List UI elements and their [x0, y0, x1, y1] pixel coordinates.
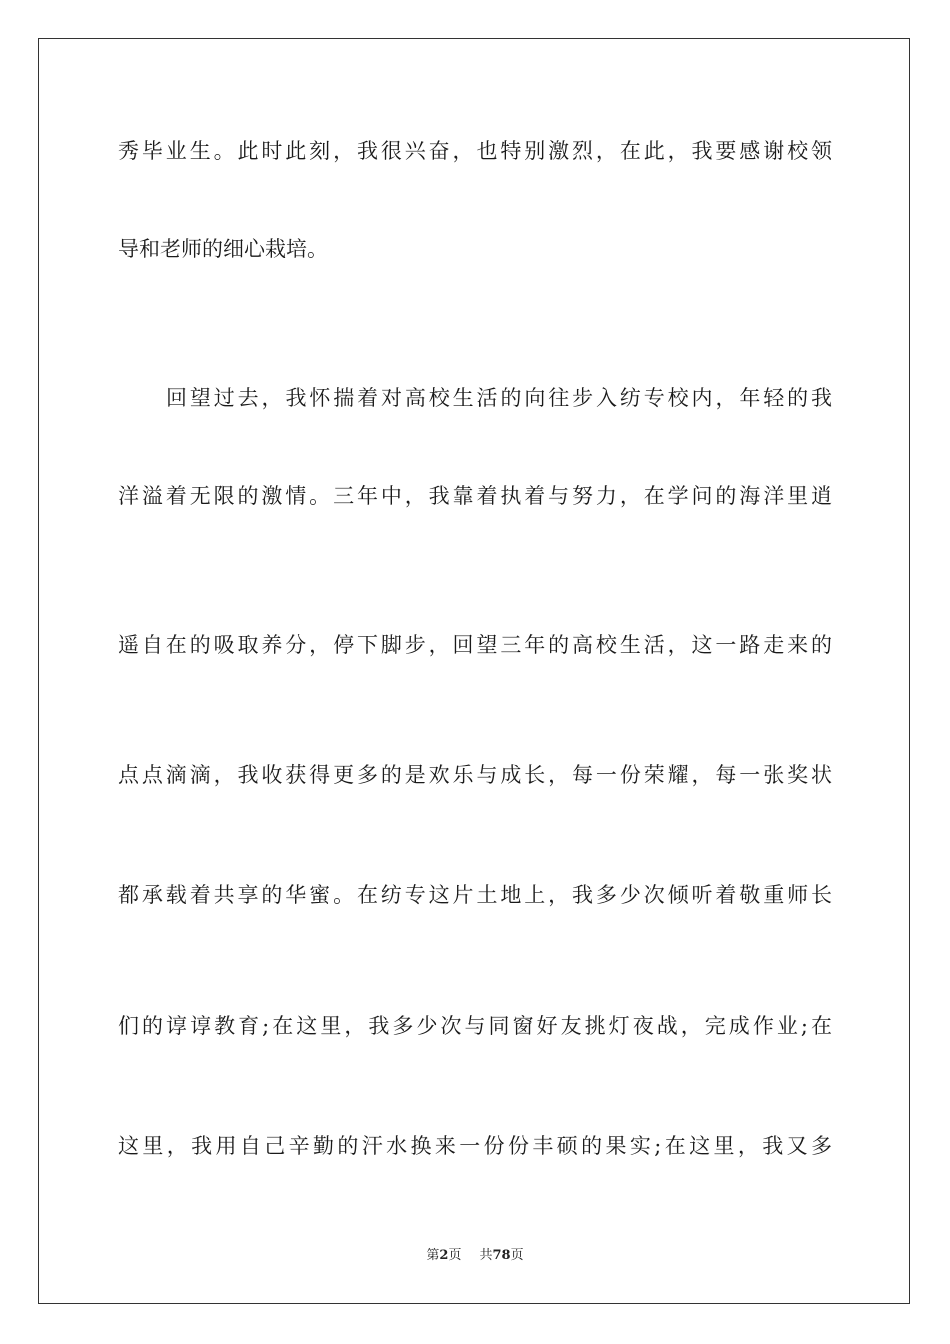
footer-page-prefix: 第 — [426, 1248, 440, 1263]
page-border — [38, 38, 910, 1304]
text-line-8: 们的谆谆教育;在这里，我多少次与同窗好友挑灯夜战，完成作业;在 — [118, 1014, 832, 1038]
text-line-3: 回望过去，我怀揣着对高校生活的向往步入纺专校内，年轻的我 — [166, 386, 832, 410]
footer-total-number: 78 — [492, 1248, 511, 1263]
text-line-5: 遥自在的吸取养分，停下脚步，回望三年的高校生活，这一路走来的 — [118, 633, 832, 657]
footer-total-suffix: 页 — [510, 1248, 524, 1263]
text-line-9: 这里，我用自己辛勤的汗水换来一份份丰硕的果实;在这里，我又多 — [118, 1134, 832, 1158]
text-line-4: 洋溢着无限的激情。三年中，我靠着执着与努力，在学问的海洋里逍 — [118, 484, 832, 508]
footer-page-number: 2 — [439, 1248, 449, 1263]
text-line-6: 点点滴滴，我收获得更多的是欢乐与成长，每一份荣耀，每一张奖状 — [118, 763, 832, 787]
page-footer — [0, 1247, 950, 1265]
text-line-2: 导和老师的细心栽培。 — [118, 237, 328, 261]
footer-page-suffix: 页 — [448, 1248, 462, 1263]
text-line-7: 都承载着共享的华蜜。在纺专这片土地上，我多少次倾听着敬重师长 — [118, 883, 832, 907]
text-line-1: 秀毕业生。此时此刻，我很兴奋，也特别激烈，在此，我要感谢校领 — [118, 139, 832, 163]
footer-total-prefix: 共 — [479, 1248, 493, 1263]
